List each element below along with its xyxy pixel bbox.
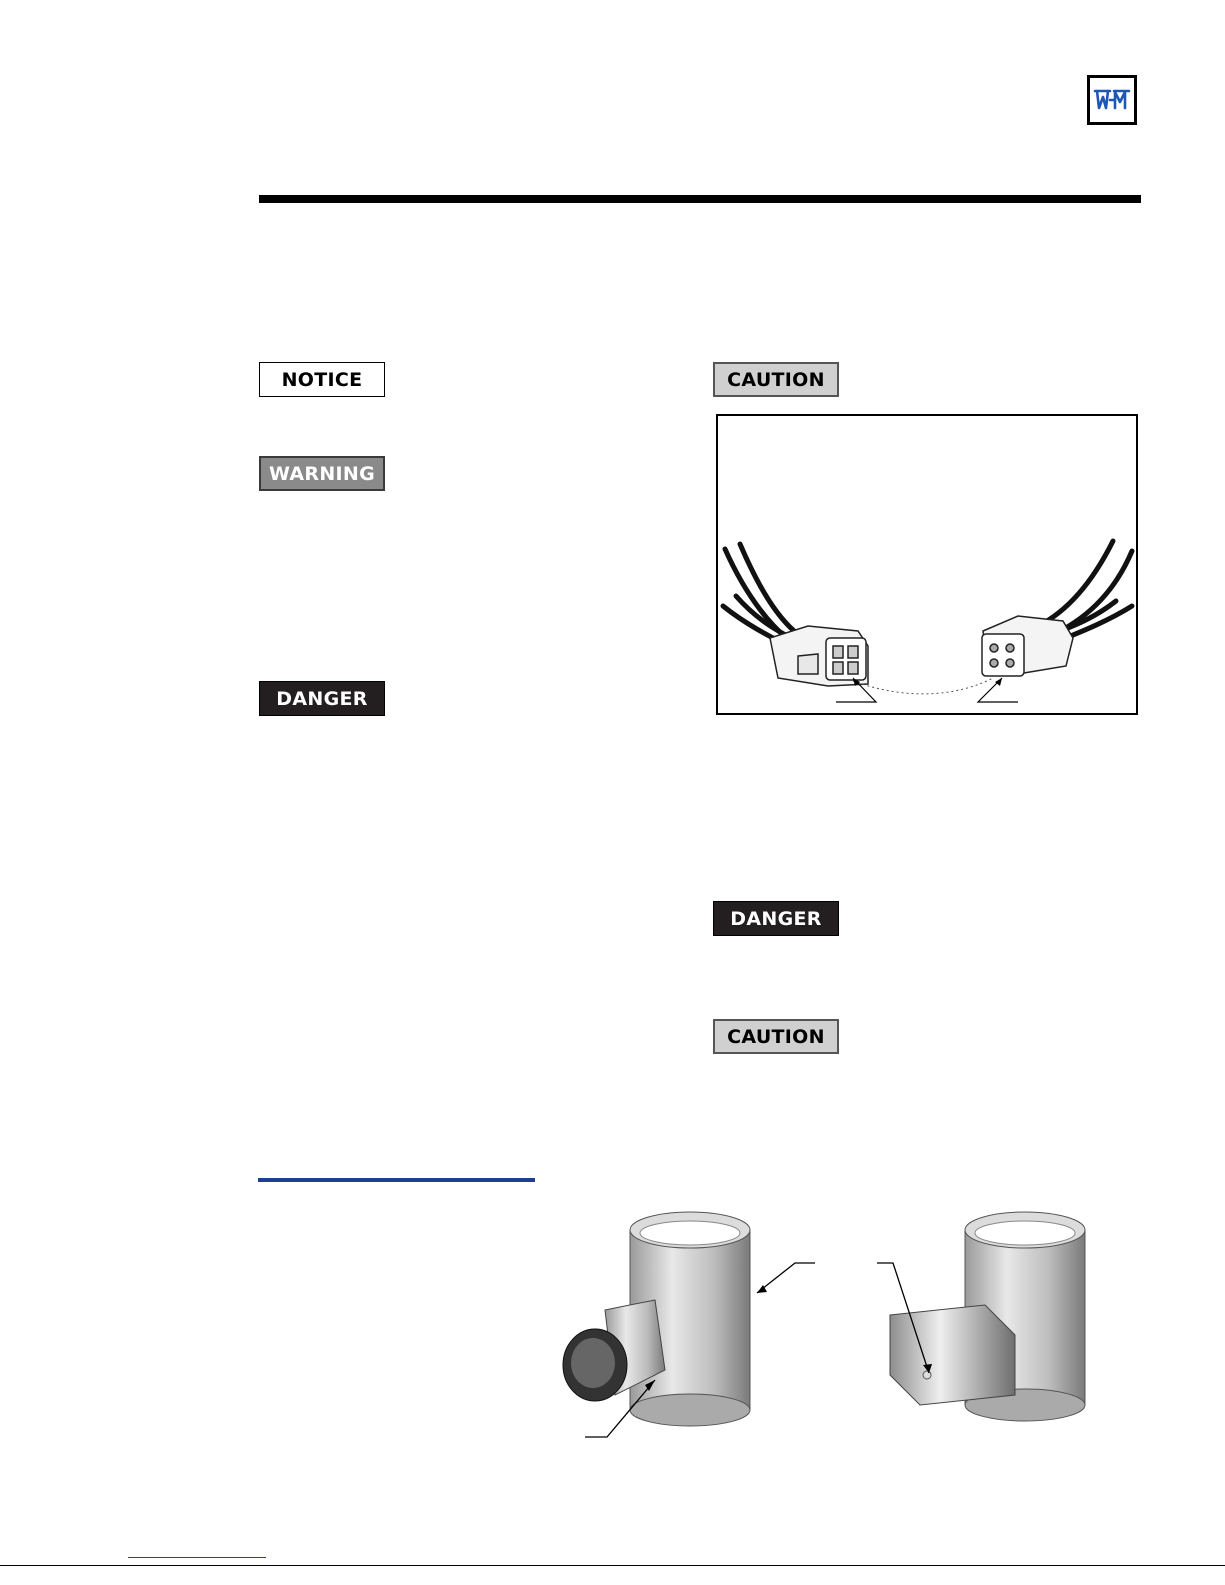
weil-mclain-logo-icon xyxy=(1090,78,1134,122)
connector-figure xyxy=(716,414,1138,715)
caution-label: CAUTION xyxy=(713,362,839,397)
caution-label-bottom: CAUTION xyxy=(713,1019,839,1054)
page-bottom-rule xyxy=(0,1565,1225,1566)
warning-label: WARNING xyxy=(259,456,385,491)
notice-label: NOTICE xyxy=(259,362,385,397)
vent-damper-assembly-icon xyxy=(545,1205,1105,1455)
danger-label: DANGER xyxy=(259,681,385,716)
header-rule xyxy=(259,195,1141,203)
wire-harness-connector-icon xyxy=(718,416,1136,713)
danger-label-right: DANGER xyxy=(713,901,839,936)
damper-figure xyxy=(545,1205,1105,1455)
section-rule xyxy=(258,1178,535,1182)
brand-logo xyxy=(1087,75,1137,125)
footer-link-underline xyxy=(128,1557,266,1558)
